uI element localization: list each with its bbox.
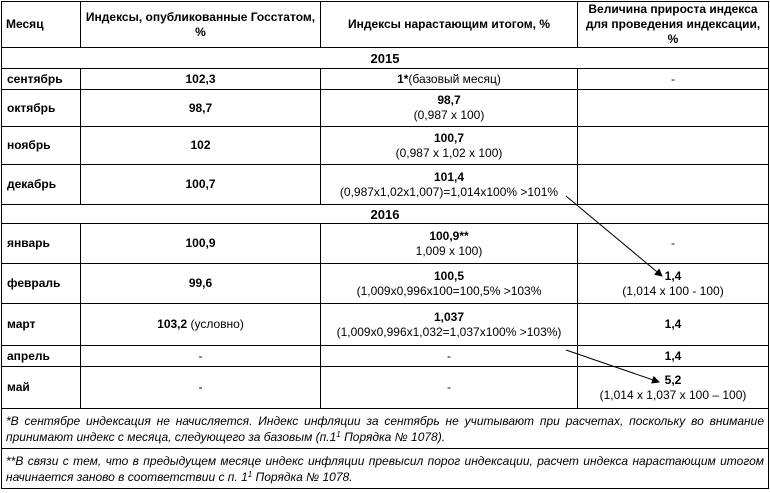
cumulative-october-formula: (0,987 х 100) <box>413 108 485 122</box>
note-1-text: *В сентябре индексация не начисляется. Индекс инфляции за сентябрь не учитывают при расчетах, поскольку во внимание принимают индекс с месяца, следующего за базовым (п.1 <box>6 413 764 444</box>
published-april: - <box>81 346 321 367</box>
header-cumulative: Индексы нарастающим итогом, % <box>321 2 578 48</box>
row-january <box>2 224 769 264</box>
month-october: октябрь <box>2 90 81 127</box>
note-1-sup: 1 <box>336 429 341 439</box>
cumulative-march <box>321 304 578 346</box>
increase-september: - <box>578 69 769 90</box>
year-2016: 2016 <box>2 205 769 224</box>
row-february <box>2 264 769 304</box>
cumulative-january-formula: 1,009 х 100) <box>415 243 483 258</box>
row-september <box>2 69 769 90</box>
cumulative-september <box>321 69 578 90</box>
published-may: - <box>81 367 321 409</box>
cumulative-february <box>321 264 578 304</box>
cumulative-october-value: 98,7 <box>437 93 461 107</box>
month-november: ноябрь <box>2 127 81 165</box>
cumulative-december-value: 101,4 <box>433 169 465 184</box>
cumulative-november <box>321 127 578 165</box>
header-published: Индексы, опубликованные Госстатом, % <box>81 2 321 48</box>
note-2-text: **В связи с тем, что в предыдущем месяце индекс инфляции превысил порог индексации, расчет индекса нарастающим итогом начинается заново в соответствии с п. 1 <box>6 453 764 484</box>
cumulative-september-value: 1* <box>397 71 409 86</box>
header-row <box>2 2 769 48</box>
month-january: январь <box>2 224 81 264</box>
cumulative-january <box>321 224 578 264</box>
row-november <box>2 127 769 165</box>
increase-october <box>578 90 769 127</box>
month-december: декабрь <box>2 165 81 205</box>
published-september: 102,3 <box>81 69 321 90</box>
increase-february-value: 1,4 <box>664 268 682 283</box>
cumulative-november-formula: (0,987 х 1,02 х 100) <box>395 145 503 160</box>
cumulative-december-formula: (0,987х1,02х1,007)=1,014х100% >101% <box>339 184 559 199</box>
cumulative-february-formula: (1,009х0,996х100=100,5% >103% <box>356 283 542 298</box>
increase-february-formula: (1,014 х 100 - 100) <box>622 283 724 298</box>
published-march-note: (условно) <box>187 317 244 331</box>
month-may: май <box>2 367 81 409</box>
note-2-tail: Порядка № 1078. <box>252 469 353 484</box>
month-september: сентябрь <box>2 69 81 90</box>
increase-march: 1,4 <box>578 304 769 346</box>
month-april: апрель <box>2 346 81 367</box>
note-2 <box>2 449 769 489</box>
row-october <box>2 90 769 127</box>
year-row-2016 <box>2 205 769 224</box>
cumulative-may: - <box>321 367 578 409</box>
year-2015: 2015 <box>2 48 769 69</box>
month-february: февраль <box>2 264 81 304</box>
increase-november <box>578 127 769 165</box>
published-november: 102 <box>81 127 321 165</box>
published-october: 98,7 <box>81 90 321 127</box>
indexation-table-page <box>1 1 768 491</box>
note-row-2 <box>2 449 769 489</box>
increase-may-value: 5,2 <box>664 372 682 387</box>
increase-february <box>578 264 769 304</box>
increase-january: - <box>578 224 769 264</box>
cumulative-april: - <box>321 346 578 367</box>
row-april <box>2 346 769 367</box>
cumulative-february-value: 100,5 <box>433 268 465 283</box>
cumulative-september-note: (базовый месяц) <box>408 71 501 86</box>
cumulative-october <box>321 90 578 127</box>
month-march: март <box>2 304 81 346</box>
increase-may <box>578 367 769 409</box>
row-may <box>2 367 769 409</box>
row-december <box>2 165 769 205</box>
increase-april: 1,4 <box>578 346 769 367</box>
header-increase: Величина прироста индекса для проведения индексации, % <box>578 2 769 48</box>
cumulative-march-formula: (1,009х0,996х1,032=1,037х100% >103%) <box>336 324 562 339</box>
cumulative-january-value: 100,9** <box>429 228 469 243</box>
increase-december <box>578 165 769 205</box>
increase-may-formula: (1,014 х 1,037 х 100 – 100) <box>599 387 747 402</box>
header-month: Месяц <box>2 2 81 48</box>
note-1-tail: Порядка № 1078). <box>340 429 446 444</box>
cumulative-november-value: 100,7 <box>433 130 465 145</box>
published-march-value: 103,2 <box>157 317 188 331</box>
indexation-table <box>1 1 769 489</box>
note-row-1 <box>2 409 769 449</box>
published-march <box>81 304 321 346</box>
published-january: 100,9 <box>81 224 321 264</box>
cumulative-march-value: 1,037 <box>433 309 465 324</box>
published-december: 100,7 <box>81 165 321 205</box>
note-2-sup: 1 <box>247 469 253 479</box>
row-march <box>2 304 769 346</box>
year-row-2015 <box>2 48 769 69</box>
note-1 <box>2 409 769 449</box>
published-february: 99,6 <box>81 264 321 304</box>
cumulative-december <box>321 165 578 205</box>
